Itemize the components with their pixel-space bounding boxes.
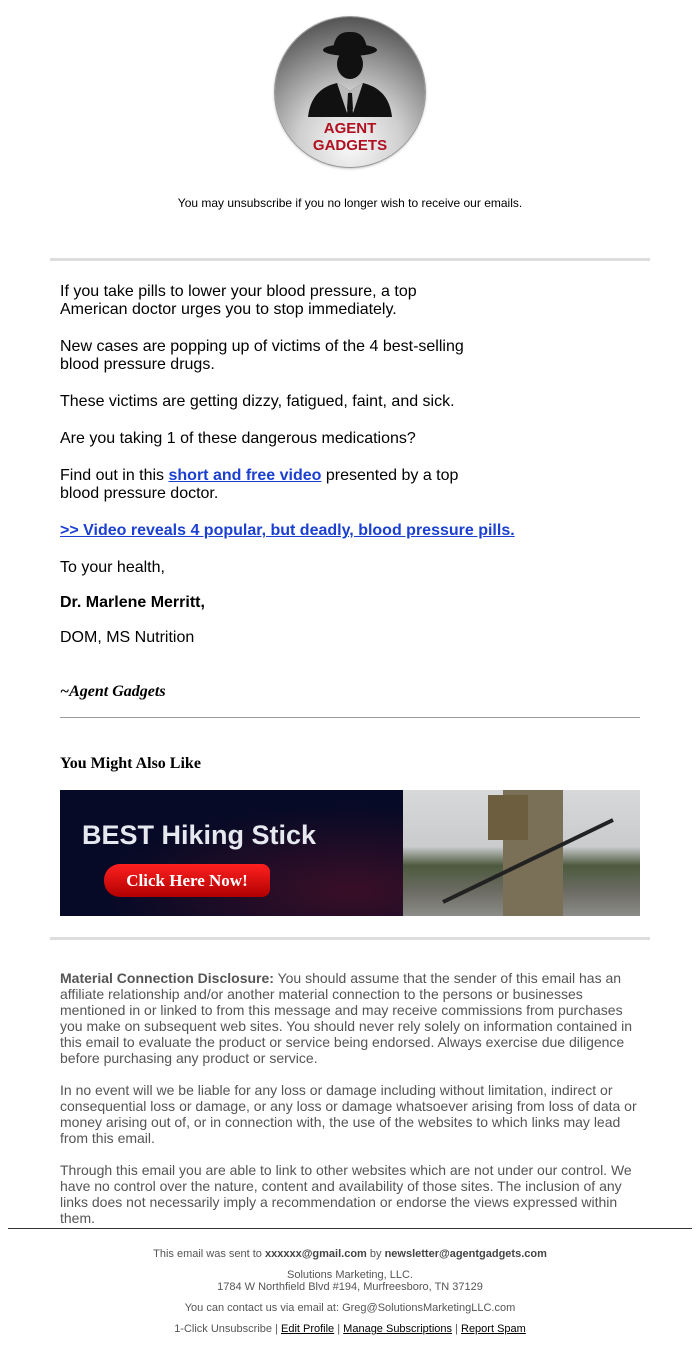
- unsubscribe-notice: You may unsubscribe if you no longer wish to receive our emails.: [177, 196, 523, 210]
- footer: [0, 1248, 700, 1344]
- disclosure-text: You should assume that the sender of this email has an affiliate relationship and/or another material connection to the persons or businesses mentioned in or linked to from this message and may receive commissions from purchases you make on subsequent web sites. You should never rely solely on information contained in this email to evaluate the product or service being endorsed. Always exercise due diligence before purchasing any product or service.: [60, 970, 633, 1066]
- paragraph: [60, 467, 470, 503]
- text: This email was sent to: [153, 1248, 265, 1260]
- logo-text-gadgets: GADGETS: [312, 137, 388, 154]
- banner-title: BEST Hiking Stick: [82, 820, 317, 850]
- sender-email: newsletter@agentgadgets.com: [384, 1248, 547, 1260]
- hiker-photo: [403, 790, 640, 916]
- disclosure: [50, 940, 650, 1226]
- paragraph: These victims are getting dizzy, fatigued, faint, and sick.: [60, 393, 455, 410]
- footer-divider: [8, 1228, 692, 1229]
- recommend-heading: You Might Also Like: [60, 755, 201, 772]
- company-address: 1784 W Northfield Blvd #194, Murfreesboro, TN 37129: [217, 1281, 483, 1293]
- separator: |: [452, 1323, 461, 1335]
- report-spam-link[interactable]: Report Spam: [461, 1323, 526, 1335]
- recipient-email: xxxxxx@gmail.com: [264, 1248, 367, 1260]
- separator: |: [334, 1323, 344, 1335]
- one-click-unsubscribe[interactable]: 1-Click Unsubscribe: [174, 1323, 272, 1335]
- divider: [50, 258, 650, 261]
- contact-text: You can contact us via email at: Greg@SolutionsMarketingLLC.com: [184, 1302, 516, 1314]
- liability-text: In no event will we be liable for any loss or damage including without limitation, indirect or consequential loss or damage, or any loss or damage whatsoever arising from loss of data or money arising out of, or in connection with, the use of the websites to which links may lead from this email.: [60, 1082, 637, 1146]
- closing: To your health,: [60, 559, 165, 576]
- signature: ~Agent Gadgets: [60, 683, 166, 700]
- agent-silhouette-icon: [275, 17, 425, 167]
- text: by: [366, 1248, 385, 1260]
- disclosure-label: Material Connection Disclosure:: [60, 970, 274, 986]
- short-video-link[interactable]: short and free video: [168, 467, 322, 484]
- manage-subscriptions-link[interactable]: Manage Subscriptions: [343, 1323, 453, 1335]
- text: presented by a top blood pressure doctor.: [60, 467, 459, 502]
- banner-click-button[interactable]: Click Here Now!: [104, 864, 270, 897]
- divider: [60, 717, 640, 718]
- company-name: Solutions Marketing, LLC.: [287, 1269, 413, 1281]
- video-cta-link[interactable]: >> Video reveals 4 popular, but deadly, blood pressure pills.: [60, 522, 515, 539]
- logo-text-agent: AGENT: [323, 120, 377, 137]
- hiking-stick-banner[interactable]: [60, 790, 640, 916]
- paragraph: New cases are popping up of victims of the 4 best-selling blood pressure drugs.: [60, 338, 464, 373]
- author-name: Dr. Marlene Merritt,: [60, 594, 205, 611]
- author-credentials: DOM, MS Nutrition: [60, 629, 195, 646]
- agent-gadgets-logo[interactable]: [275, 17, 425, 167]
- separator: |: [272, 1323, 281, 1335]
- email-body: [50, 283, 650, 701]
- external-links-text: Through this email you are able to link to other websites which are not under our control. We have no control over the nature, content and availability of those sites. The inclusion of any links does not necessarily imply a recommendation or endorse the views expressed within them.: [60, 1162, 632, 1226]
- text: Find out in this: [60, 467, 169, 484]
- paragraph: Are you taking 1 of these dangerous medications?: [60, 430, 416, 447]
- edit-profile-link[interactable]: Edit Profile: [280, 1323, 335, 1335]
- paragraph: If you take pills to lower your blood pressure, a top American doctor urges you to stop immediately.: [60, 283, 417, 318]
